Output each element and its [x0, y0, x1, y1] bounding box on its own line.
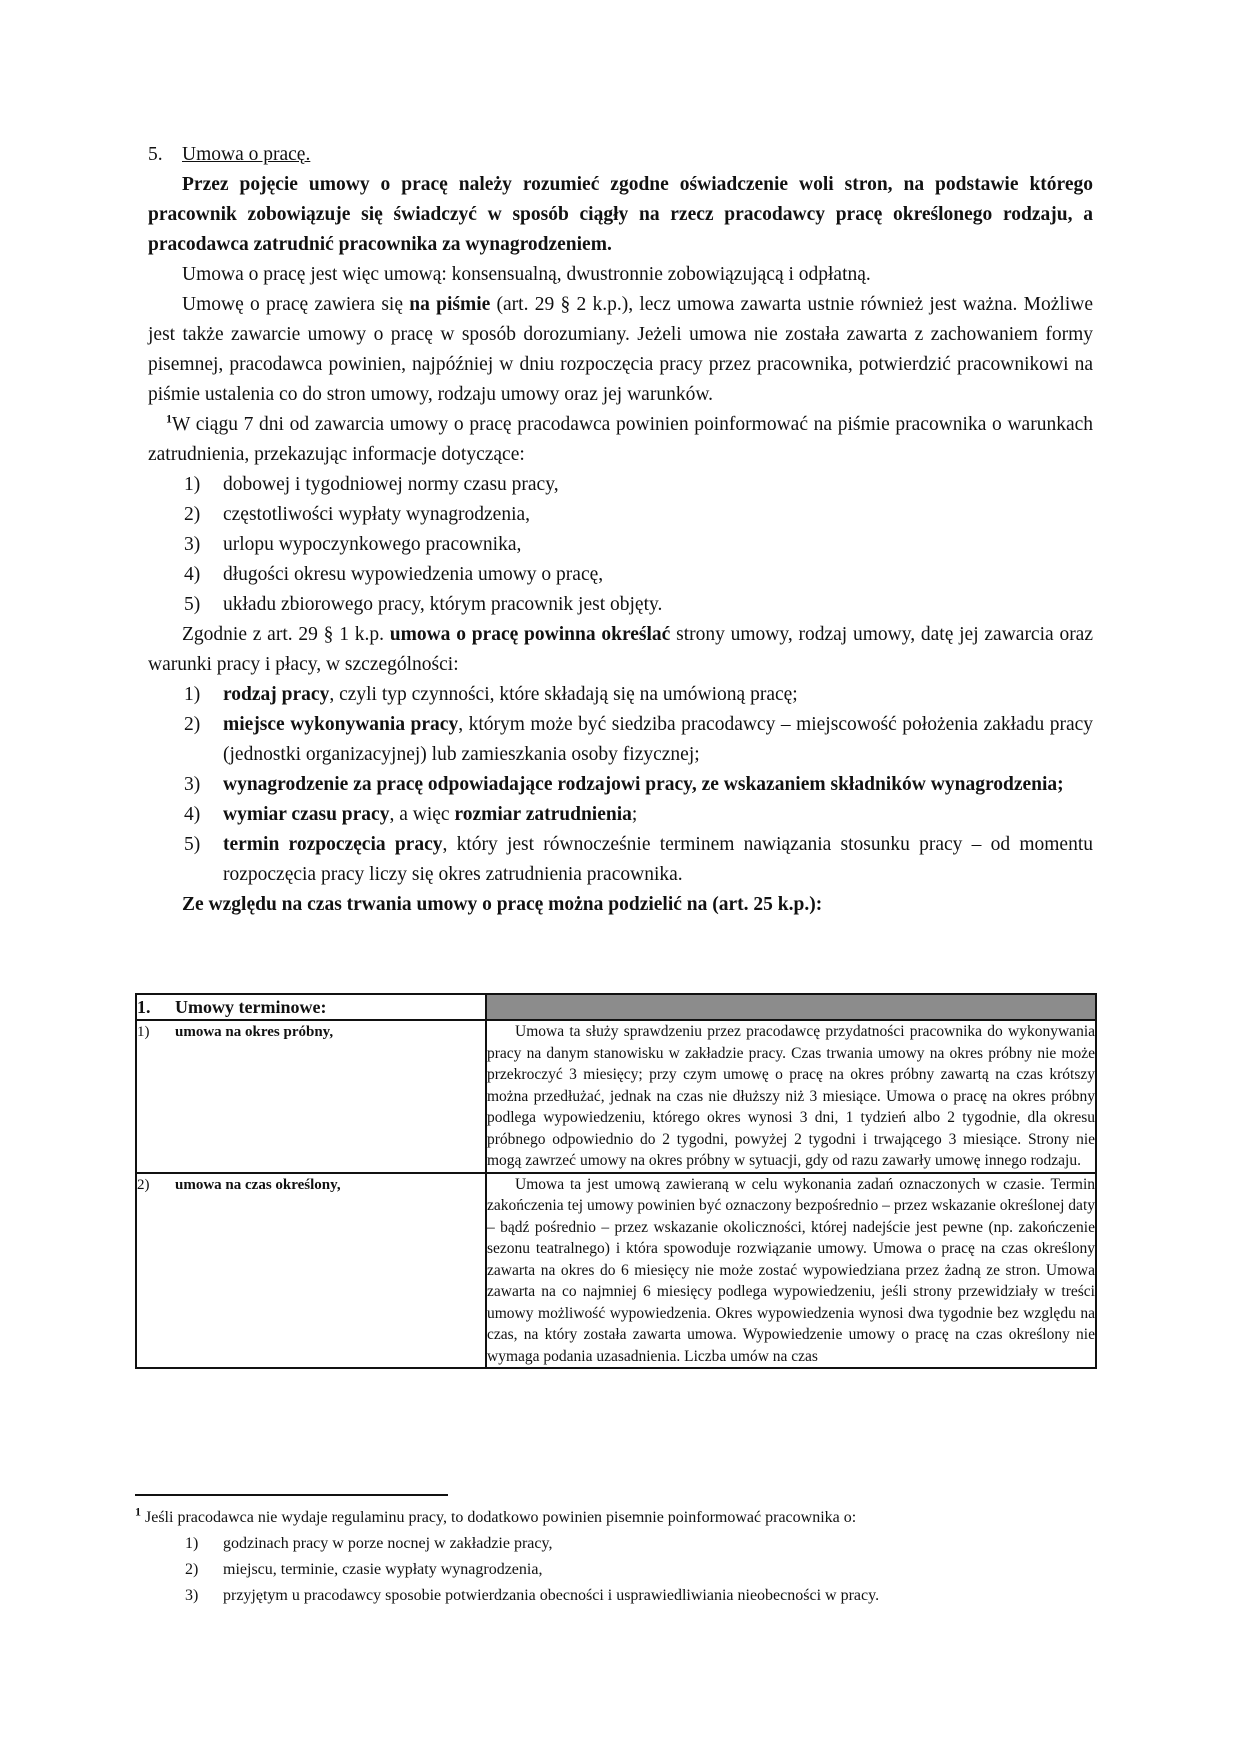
list-item-text: urlopu wypoczynkowego pracownika,	[223, 534, 522, 555]
contents-list	[148, 680, 1093, 890]
footnote-list	[135, 1531, 1035, 1609]
information-text: W ciągu 7 dni od zawarcia umowy o pracę pracodawca powinien poinformować na piśmie pracownika o warunkach zatrudnienia, przekazując informacje dotyczące:	[148, 414, 1093, 465]
list-item-text-2: ;	[631, 804, 638, 825]
list-item-number: 2)	[185, 1561, 199, 1578]
row-description-cell: Umowa ta służy sprawdzeniu przez pracodawcę przydatności pracownika do wykonywania pracy na danym stanowisku w zakładzie pracy. Czas trwania umowy na okres próbny nie może przekroczyć 3 miesięcy; przy czym umowę o pracę na okres próbny zawartą na czas krótszy można przedłużać, jednak na czas nie dłuższy niż 3 miesiące. Umowa o pracę na okres próbny podlega wypowiedzeniu, którego okres wynosi 3 dni, 1 tydzień albo 2 tygodnie, dla okresu próbnego odpowiednio do 2 tygodni, powyżej 2 tygodni i trwającego 3 miesiące. Strony nie mogą zawrzeć umowy na okres próbny w sytuacji, gdy od razu zawarły umowę innego rodzaju.	[486, 1020, 1096, 1173]
list-item-number: 2)	[184, 504, 201, 525]
list-item	[148, 470, 1093, 500]
row-label: umowa na okres próbny,	[175, 1024, 334, 1040]
contents-paragraph	[148, 620, 1093, 680]
list-item-number: 4)	[184, 804, 201, 825]
list-item	[148, 500, 1093, 530]
contents-text-bold: umowa o pracę powinna określać	[389, 624, 671, 645]
table-row	[136, 1173, 1096, 1369]
form-text-after: (art. 29 § 2 k.p.), lecz umowa zawarta ustnie również jest ważna. Możliwe jest także zawarcie umowy o pracę w sposób dorozumiany. Jeżeli umowa nie została zawarta z zachowaniem formy pisemnej, pracodawca powinien, najpóźniej w dniu rozpoczęcia pracy przez pracownika, potwierdzić pracownikowi na piśmie ustalenia co do stron umowy, rodzaju umowy oraz jej warunków.	[148, 294, 1094, 405]
list-item	[148, 530, 1093, 560]
list-item-bold: wymiar czasu pracy	[223, 804, 390, 825]
list-item	[135, 1557, 1035, 1583]
contents-text-before: Zgodnie z art. 29 § 1 k.p.	[182, 624, 390, 645]
list-item-text: częstotliwości wypłaty wynagrodzenia,	[223, 504, 531, 525]
table-header-row	[136, 994, 1096, 1020]
list-item	[135, 1531, 1035, 1557]
section-number: 5.	[148, 144, 163, 165]
list-item-text: , a więc	[389, 804, 455, 825]
footnote-mark: 1	[135, 1504, 141, 1519]
list-item-text: dobowej i tygodniowej normy czasu pracy,	[223, 474, 559, 495]
row-label-cell	[136, 1020, 486, 1173]
form-text-before: Umowę o pracę zawiera się	[182, 294, 410, 315]
footnote	[135, 1505, 1035, 1609]
information-list	[148, 470, 1093, 620]
list-item-bold: rodzaj pracy	[223, 684, 330, 705]
footnote-body: Jeśli pracodawca nie wydaje regulaminu pracy, to dodatkowo powinien pisemnie poinformować pracownika o:	[141, 1509, 857, 1526]
list-item-text: , który jest równocześnie terminem nawiązania stosunku pracy – od momentu rozpoczęcia pracy liczy się okres zatrudnienia pracownika.	[223, 834, 1093, 885]
form-paragraph	[148, 290, 1093, 410]
list-item-text: przyjętym u pracodawcy sposobie potwierdzania obecności i usprawiedliwiania nieobecności w pracy.	[223, 1587, 880, 1604]
list-item-number: 5)	[184, 594, 201, 615]
list-item	[148, 800, 1093, 830]
list-item-bold-2: rozmiar zatrudnienia	[454, 804, 632, 825]
list-item	[148, 680, 1093, 710]
list-item-number: 1)	[185, 1535, 199, 1552]
list-item-bold: miejsce wykonywania pracy	[223, 714, 459, 735]
list-item-number: 5)	[184, 834, 201, 855]
definition-paragraph: Przez pojęcie umowy o pracę należy rozumieć zgodne oświadczenie woli stron, na podstawie którego pracownik zobowiązuje się świadczyć w sposób ciągły na rzecz pracodawcy pracę określonego rodzaju, a pracodawca zatrudnić pracownika za wynagrodzeniem.	[148, 174, 1093, 255]
list-item-number: 1)	[184, 474, 201, 495]
footnote-reference[interactable]: 1	[166, 411, 172, 426]
table-header-cell	[136, 994, 486, 1020]
list-item-number: 4)	[184, 564, 201, 585]
document-page	[148, 140, 1093, 920]
list-item-text: układu zbiorowego pracy, którym pracownik jest objęty.	[223, 594, 663, 615]
list-item-bold: termin rozpoczęcia pracy	[223, 834, 443, 855]
form-text-bold: na piśmie	[409, 294, 491, 315]
information-paragraph	[148, 410, 1093, 470]
list-item-text: , którym może być siedziba pracodawcy – miejscowość położenia zakładu pracy (jednostki organizacyjnej) lub zamieszkania osoby fizycznej;	[223, 714, 1094, 765]
table-header-shaded-cell	[486, 994, 1096, 1020]
list-item-text: , czyli typ czynności, które składają się na umówioną pracę;	[329, 684, 798, 705]
list-item-text: godzinach pracy w porze nocnej w zakładzie pracy,	[223, 1535, 553, 1552]
nature-paragraph: Umowa o pracę jest więc umową: konsensualną, dwustronnie zobowiązującą i odpłatną.	[182, 264, 871, 285]
list-item	[148, 590, 1093, 620]
row-label-cell	[136, 1173, 486, 1369]
footnote-separator	[135, 1494, 448, 1496]
footnote-text	[135, 1505, 1035, 1531]
table-heading: Ze względu na czas trwania umowy o pracę można podzielić na (art. 25 k.p.):	[182, 894, 823, 915]
list-item-number: 3)	[184, 534, 201, 555]
list-item	[148, 830, 1093, 890]
contract-types-table	[135, 993, 1097, 1369]
row-number: 2)	[137, 1176, 150, 1193]
table-row	[136, 1020, 1096, 1173]
contents-text-after: strony umowy, rodzaj umowy, datę jej zawarcia oraz warunki pracy i płacy, w szczególności:	[148, 624, 1093, 675]
row-label: umowa na czas określony,	[175, 1176, 341, 1193]
list-item-number: 3)	[184, 774, 201, 795]
header-number: 1.	[137, 997, 151, 1017]
list-item-text: miejscu, terminie, czasie wypłaty wynagrodzenia,	[223, 1561, 543, 1578]
list-item	[148, 560, 1093, 590]
list-item-number: 2)	[184, 714, 201, 735]
list-item	[148, 710, 1093, 770]
row-description-cell: Umowa ta jest umową zawieraną w celu wykonania zadań oznaczonych w czasie. Termin zakończenia tej umowy powinien być oznaczony bezpośrednio – przez wskazanie określonej daty – bądź pośrednio – przez wskazanie okoliczności, której nadejście jest pewne (np. zakończenie sezonu teatralnego) i która spowoduje rozwiązanie umowy. Umowa o pracę na czas określony zawarta na okres do 6 miesięcy nie może zostać wypowiedziana przez żadną ze stron. Umowa zawarta na co najmniej 6 miesięcy podlega wypowiedzeniu, jeśli strony przewidziały w treści umowy możliwość wypowiedzenia. Okres wypowiedzenia wynosi dwa tygodnie bez względu na czas, na który została zawarta umowa. Wypowiedzenie umowy o pracę na czas określony nie wymaga podania uzasadnienia. Liczba umów na czas	[486, 1173, 1096, 1369]
list-item-number: 1)	[184, 684, 201, 705]
list-item	[148, 770, 1093, 800]
row-number: 1)	[137, 1024, 150, 1040]
list-item-bold: wynagrodzenie za pracę odpowiadające rodzajowi pracy, ze wskazaniem składników wynagrodzenia;	[223, 774, 1064, 795]
list-item	[135, 1583, 1035, 1609]
list-item-number: 3)	[185, 1587, 199, 1604]
section-title: Umowa o pracę.	[182, 144, 311, 165]
section-heading	[148, 140, 1093, 170]
header-label: Umowy terminowe:	[175, 997, 327, 1017]
list-item-text: długości okresu wypowiedzenia umowy o pracę,	[223, 564, 604, 585]
